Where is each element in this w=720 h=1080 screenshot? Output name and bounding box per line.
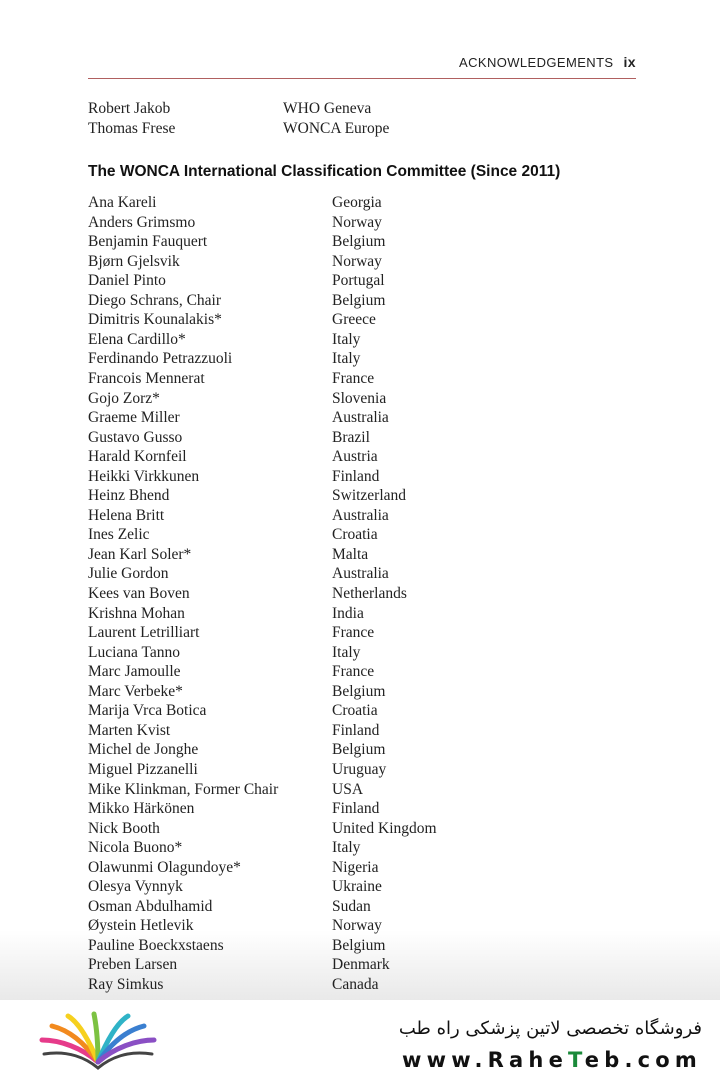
member-name: Luciana Tanno	[88, 643, 181, 661]
member-country: Finland	[332, 721, 380, 739]
member-country: USA	[332, 780, 364, 798]
member-name: Olesya Vynnyk	[88, 878, 183, 896]
member-name: Marc Jamoulle	[88, 663, 181, 681]
member-name: Pauline Boeckxstaens	[88, 936, 224, 954]
shop-url-highlight: T	[568, 1048, 585, 1072]
member-name: Ines Zelic	[88, 526, 150, 544]
member-country: Norway	[332, 252, 382, 270]
member-name: Heikki Virkkunen	[88, 467, 200, 485]
member-name: Marija Vrca Botica	[88, 702, 207, 720]
member-country: Brazil	[332, 428, 370, 446]
member-country: Belgium	[332, 682, 386, 700]
member-country: Austria	[332, 448, 378, 466]
member-country: Ukraine	[332, 878, 382, 896]
member-country: Switzerland	[332, 487, 407, 505]
member-name: Øystein Hetlevik	[88, 917, 194, 935]
member-name: Mike Klinkman, Former Chair	[88, 780, 279, 798]
member-name: Osman Abdulhamid	[88, 897, 213, 915]
member-country: Denmark	[332, 956, 390, 974]
person-name: Robert Jakob	[88, 100, 171, 117]
member-name: Ana Kareli	[88, 194, 157, 211]
member-name: Harald Kornfeil	[88, 448, 187, 466]
member-name: Kees van Boven	[88, 585, 190, 602]
member-name: Mikko Härkönen	[88, 800, 195, 818]
member-country: Croatia	[332, 702, 378, 720]
member-name: Julie Gordon	[88, 565, 169, 583]
member-country: Georgia	[332, 194, 382, 211]
member-name: Miguel Pizzanelli	[88, 760, 198, 778]
book-logo-icon	[38, 1010, 158, 1072]
member-country: Belgium	[332, 741, 386, 759]
member-name: Graeme Miller	[88, 409, 180, 427]
member-name: Marc Verbeke*	[88, 682, 183, 700]
member-name: Nicola Buono*	[88, 839, 183, 857]
running-head	[88, 54, 636, 74]
member-country: Netherlands	[332, 585, 407, 602]
member-country: Greece	[332, 311, 376, 329]
member-country: Italy	[332, 839, 361, 857]
member-name: Francois Mennerat	[88, 369, 205, 387]
section-heading: The WONCA International Classification Committee (Since 2011)	[88, 163, 561, 180]
member-name: Krishna Mohan	[88, 604, 185, 622]
member-country: Malta	[332, 545, 369, 563]
member-name: Jean Karl Soler*	[88, 545, 192, 563]
member-country: Finland	[332, 467, 380, 485]
member-country: Uruguay	[332, 760, 387, 778]
member-country: Belgium	[332, 291, 386, 309]
member-name: Benjamin Fauquert	[88, 233, 208, 251]
member-name: Bjørn Gjelsvik	[88, 252, 180, 270]
member-name: Diego Schrans, Chair	[88, 291, 222, 309]
member-name: Daniel Pinto	[88, 272, 166, 290]
member-name: Michel de Jonghe	[88, 741, 199, 759]
member-country: Canada	[332, 976, 379, 993]
shop-url[interactable]	[402, 1048, 702, 1072]
member-country: Norway	[332, 917, 382, 935]
member-country: Australia	[332, 409, 389, 427]
member-country: Australia	[332, 565, 389, 583]
member-country: Croatia	[332, 526, 378, 544]
person-name: Thomas Frese	[88, 119, 176, 137]
member-country: France	[332, 663, 375, 681]
member-name: Elena Cardillo*	[88, 330, 186, 348]
member-country: Italy	[332, 350, 361, 368]
organization: WHO Geneva	[283, 100, 372, 117]
member-country: Finland	[332, 800, 380, 818]
member-country: Portugal	[332, 272, 385, 290]
member-country: Sudan	[332, 897, 371, 915]
shop-url-part-1: www.Rahe	[402, 1048, 569, 1072]
organization: WONCA Europe	[283, 119, 390, 137]
member-name: Dimitris Kounalakis*	[88, 311, 222, 329]
member-name: Preben Larsen	[88, 956, 178, 974]
shop-url-part-2: eb.com	[584, 1048, 702, 1072]
member-name: Ray Simkus	[88, 976, 164, 993]
member-country: United Kingdom	[332, 819, 437, 837]
page-number: ix	[623, 54, 636, 70]
shop-name: فروشگاه تخصصی لاتین پزشکی راه طب	[398, 1018, 702, 1039]
watermark-footer	[0, 1000, 720, 1080]
member-name: Laurent Letrilliart	[88, 624, 200, 642]
member-country: Slovenia	[332, 389, 387, 407]
running-head-section: ACKNOWLEDGEMENTS	[459, 55, 614, 70]
member-country: Australia	[332, 506, 389, 524]
member-name: Olawunmi Olagundoye*	[88, 858, 241, 876]
member-country: Belgium	[332, 233, 386, 251]
member-name: Gojo Zorz*	[88, 389, 160, 407]
member-name: Anders Grimsmo	[88, 213, 196, 231]
header-rule	[88, 78, 636, 79]
member-country: Belgium	[332, 936, 386, 954]
member-name: Ferdinando Petrazzuoli	[88, 350, 233, 368]
member-country: France	[332, 624, 375, 642]
member-country: Norway	[332, 213, 382, 231]
member-name: Heinz Bhend	[88, 487, 170, 505]
member-country: France	[332, 369, 375, 387]
member-country: India	[332, 604, 364, 622]
member-name: Helena Britt	[88, 506, 165, 524]
member-name: Marten Kvist	[88, 721, 171, 739]
member-country: Italy	[332, 643, 361, 661]
member-name: Nick Booth	[88, 819, 160, 837]
member-country: Nigeria	[332, 858, 379, 876]
member-name: Gustavo Gusso	[88, 428, 183, 446]
member-country: Italy	[332, 330, 361, 348]
